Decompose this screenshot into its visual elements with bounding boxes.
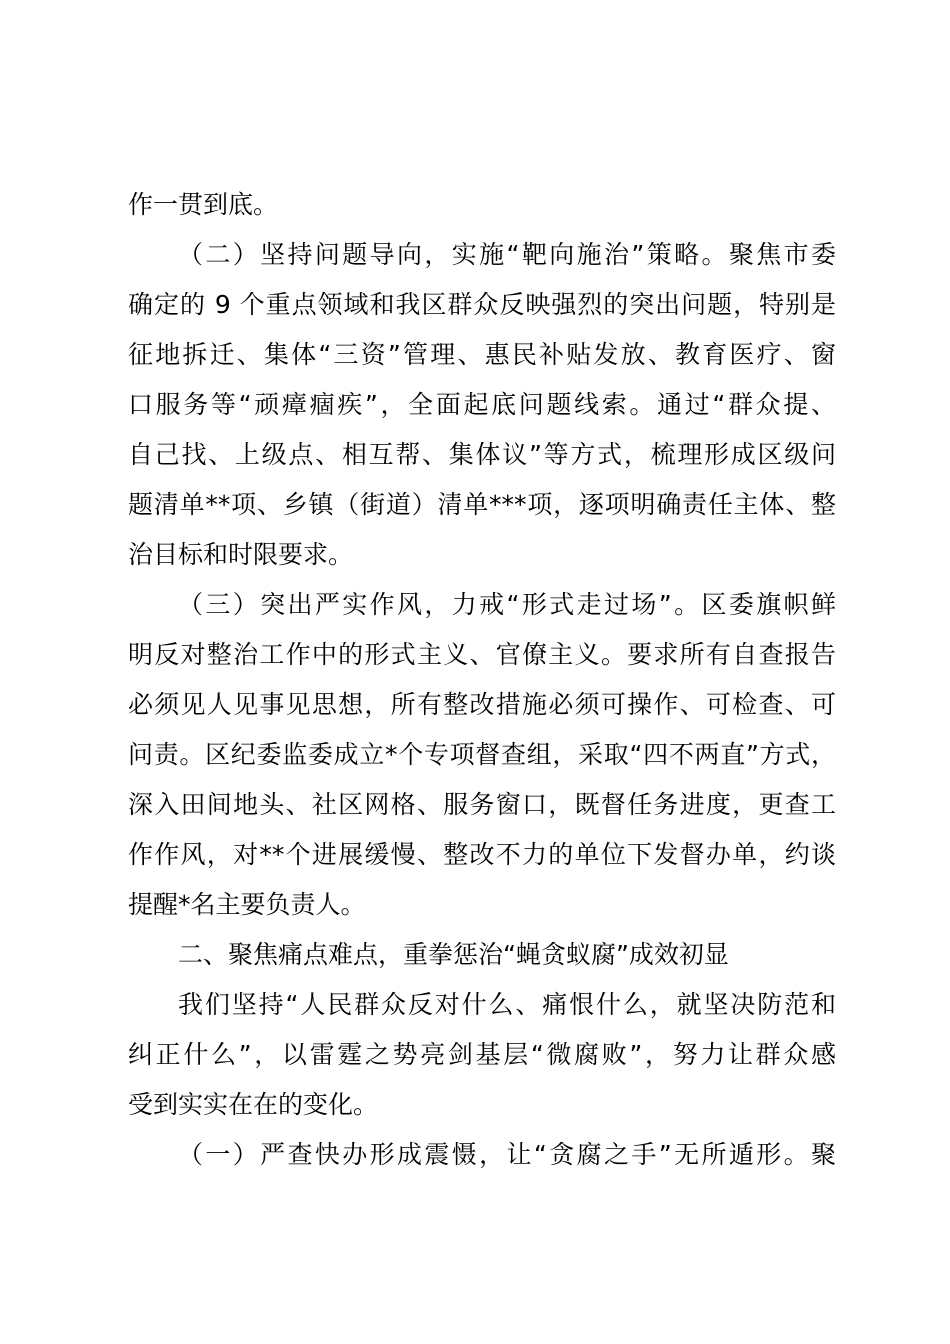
text-line: 自己找、上级点、相互帮、集体议”等方式，梳理形成区级问	[128, 440, 836, 469]
document-body	[128, 180, 836, 1180]
text-line: 深入田间地头、社区网格、服务窗口，既督任务进度，更查工	[128, 790, 836, 819]
text-line: 问责。区纪委监委成立*个专项督查组，采取“四不两直”方式，	[128, 740, 836, 769]
text-line: 作作风，对**个进展缓慢、整改不力的单位下发督办单，约谈	[128, 840, 836, 869]
text-line: 提醒*名主要负责人。	[128, 890, 366, 919]
text-line: 我们坚持“人民群众反对什么、痛恨什么，就坚决防范和	[178, 990, 836, 1019]
text-line: 治目标和时限要求。	[128, 540, 354, 569]
text-line: 征地拆迁、集体“三资”管理、惠民补贴发放、教育医疗、窗	[128, 340, 836, 369]
section-heading: 二、聚焦痛点难点，重拳惩治“蝇贪蚁腐”成效初显	[178, 940, 729, 969]
text-line: （一）严查快办形成震慑，让“贪腐之手”无所遁形。聚	[178, 1140, 836, 1169]
text-line: 明反对整治工作中的形式主义、官僚主义。要求所有自查报告	[128, 640, 836, 669]
text-line: 必须见人见事见思想，所有整改措施必须可操作、可检查、可	[128, 690, 836, 719]
text-line: 纠正什么”，以雷霆之势亮剑基层“微腐败”，努力让群众感	[128, 1040, 836, 1069]
text-line: 受到实实在在的变化。	[128, 1090, 379, 1119]
text-line: 确定的 9 个重点领域和我区群众反映强烈的突出问题，特别是	[128, 290, 836, 319]
text-line: （二）坚持问题导向，实施“靶向施治”策略。聚焦市委	[178, 240, 836, 269]
text-line: 题清单**项、乡镇（街道）清单***项，逐项明确责任主体、整	[128, 490, 836, 519]
text-line: 作一贯到底。	[128, 190, 279, 219]
text-line: 口服务等“顽瘴痼疾”，全面起底问题线索。通过“群众提、	[128, 390, 836, 419]
text-line: （三）突出严实作风，力戒“形式走过场”。区委旗帜鲜	[178, 590, 836, 619]
